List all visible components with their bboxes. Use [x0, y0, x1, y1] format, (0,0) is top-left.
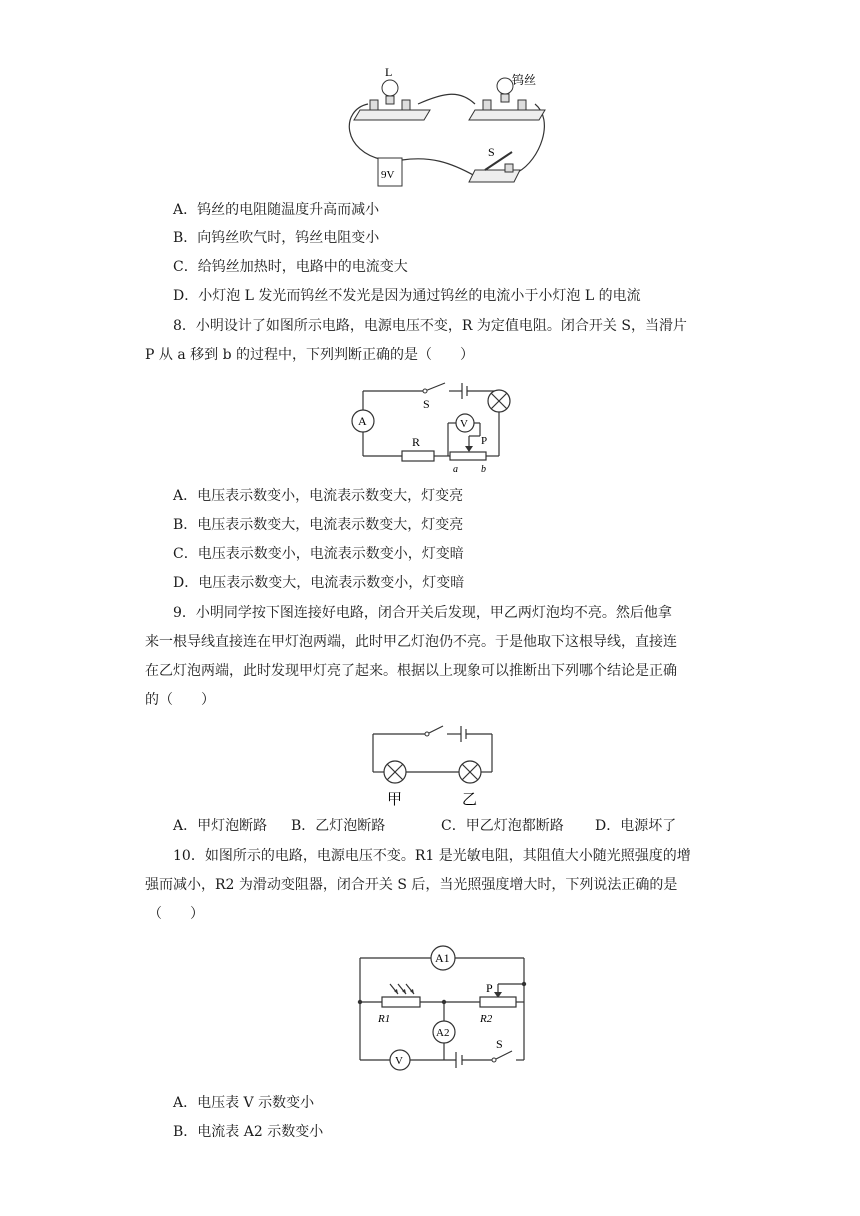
q7-option-c: C．给钨丝加热时，电路中的电流变大: [173, 259, 408, 275]
q8-fig-label-b: b: [481, 464, 486, 475]
q10-fig-label-A1: A1: [435, 951, 450, 965]
figure-q10-circuit: [350, 940, 535, 1074]
q9-option-b: B．乙灯泡断路: [291, 818, 386, 834]
q9-stem-line1: 9．小明同学按下图连接好电路，闭合开关后发现，甲乙两灯泡均不亮。然后他拿: [173, 605, 672, 621]
q9-option-d: D．电源坏了: [595, 818, 677, 834]
fig7-label-battery: 9V: [381, 169, 395, 181]
q7-option-b: B．向钨丝吹气时，钨丝电阻变小: [173, 230, 380, 246]
figure-q7-circuit: [340, 60, 550, 190]
q9-fig-label-yi: 乙: [462, 792, 478, 808]
q8-option-b: B．电压表示数变大，电流表示数变大，灯变亮: [173, 517, 464, 533]
q10-stem-line2: 强而减小，R2 为滑动变阻器，闭合开关 S 后，当光照强度增大时，下列说法正确的是: [145, 877, 678, 893]
q8-fig-label-R: R: [412, 435, 421, 449]
q8-fig-label-P: P: [481, 435, 488, 447]
q8-fig-label-V: V: [460, 418, 468, 430]
q10-fig-label-P: P: [486, 981, 493, 995]
q10-option-a: A．电压表 V 示数变小: [173, 1095, 315, 1111]
q9-option-a: A．甲灯泡断路: [173, 818, 268, 834]
q10-fig-label-A2: A2: [436, 1027, 450, 1039]
fig7-label-L: L: [385, 65, 393, 79]
q10-fig-label-V: V: [395, 1055, 403, 1067]
q10-fig-label-S: S: [496, 1037, 503, 1051]
q10-stem-line3: （ ）: [148, 906, 204, 922]
q9-options-row: [173, 816, 676, 836]
q9-stem-line4: 的（ ）: [145, 692, 215, 708]
q8-option-c: C．电压表示数变小，电流表示数变小，灯变暗: [173, 546, 464, 562]
q8-fig-label-A: A: [358, 414, 367, 428]
q8-stem-line1: 8．小明设计了如图所示电路，电源电压不变，R 为定值电阻。闭合开关 S，当滑片: [173, 318, 687, 334]
q9-stem-line2: 来一根导线直接连在甲灯泡两端，此时甲乙灯泡仍不亮。于是他取下这根导线，直接连: [145, 634, 677, 650]
q9-option-c: C．甲乙灯泡都断路: [441, 818, 564, 834]
q8-stem-line2: P 从 a 移到 b 的过程中，下列判断正确的是（ ）: [145, 347, 474, 363]
q10-fig-label-R2: R2: [480, 1013, 493, 1025]
fig7-label-tungsten: 钨丝: [512, 73, 537, 87]
figure-q8-circuit: [345, 376, 520, 476]
q9-stem-line3: 在乙灯泡两端，此时发现甲灯亮了起来。根据以上现象可以推断出下列哪个结论是正确: [145, 663, 677, 679]
q10-stem-line1: 10．如图所示的电路，电源电压不变。R1 是光敏电阻，其阻值大小随光照强度的增: [173, 848, 691, 864]
q9-fig-label-jia: 甲: [387, 792, 403, 808]
q8-fig-label-S: S: [423, 397, 430, 411]
q7-option-a: A．钨丝的电阻随温度升高而减小: [173, 202, 380, 218]
q10-fig-label-R1: R1: [378, 1013, 391, 1025]
q10-option-b: B．电流表 A2 示数变小: [173, 1124, 324, 1140]
q8-fig-label-a: a: [453, 464, 458, 475]
figure-q9-circuit: [365, 722, 500, 808]
q8-option-a: A．电压表示数变小，电流表示数变大，灯变亮: [173, 488, 464, 504]
q7-option-d: D．小灯泡 L 发光而钨丝不发光是因为通过钨丝的电流小于小灯泡 L 的电流: [173, 288, 641, 304]
q8-option-d: D．电压表示数变大，电流表示数变小，灯变暗: [173, 575, 465, 591]
fig7-label-S: S: [488, 145, 495, 159]
